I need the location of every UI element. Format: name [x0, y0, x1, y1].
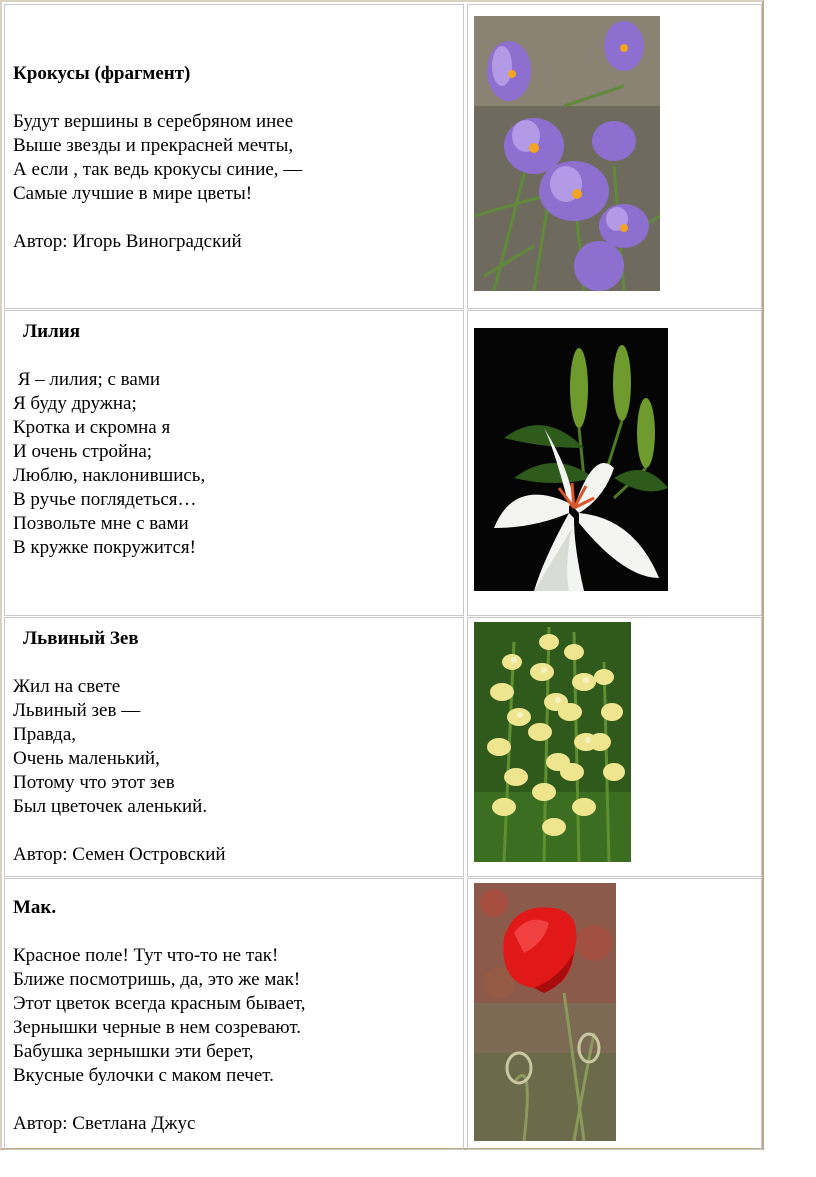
poem-line: Выше звезды и прекрасней мечты,: [13, 135, 294, 156]
lily-photo: [474, 328, 668, 591]
poem-title: Мак.: [13, 897, 57, 918]
poem-title: Львиный Зев: [23, 628, 139, 649]
poem-line: Зернышки черные в нем созревают.: [13, 1017, 301, 1038]
poem-row-snapdragon: [2, 615, 762, 877]
poem-author: Автор: Семен Островский: [13, 844, 226, 865]
poem-image-cell: [467, 310, 762, 616]
poem-line: В кружке покружится!: [13, 537, 196, 558]
poem-line: Красное поле! Тут что-то не так!: [13, 945, 279, 966]
poem-line: В ручье поглядеться…: [13, 489, 197, 510]
poem-title: Лилия: [23, 321, 80, 342]
poem-line: Позвольте мне с вами: [13, 513, 189, 534]
poem-text-cell: [4, 4, 464, 309]
poem-line: Будут вершины в серебряном инее: [13, 111, 294, 132]
crocus-photo: [474, 16, 660, 291]
poem-line: Правда,: [13, 724, 77, 745]
poem-line: Потому что этот зев: [13, 772, 175, 793]
poem-line: А если , так ведь крокусы синие, —: [13, 159, 303, 180]
poem-image-cell: [467, 878, 762, 1150]
poem-line: Львиный зев —: [13, 700, 141, 721]
poppy-photo: [474, 883, 616, 1141]
poem-image-cell: [467, 4, 762, 309]
poem-row-lily: [2, 308, 762, 616]
poem-line: Жил на свете: [13, 676, 121, 697]
poem-text-cell: [4, 617, 464, 877]
poem-line: Люблю, наклонившись,: [13, 465, 206, 486]
poem-row-crocus: [2, 2, 762, 309]
poem-line: И очень стройна;: [13, 441, 153, 462]
poem-line: Вкусные булочки с маком печет.: [13, 1065, 274, 1086]
poem-line: Был цветочек аленький.: [13, 796, 208, 817]
poem-author: Автор: Игорь Виноградский: [13, 231, 242, 252]
poem-line: Этот цветок всегда красным бывает,: [13, 993, 306, 1014]
poem-title: Крокусы (фрагмент): [13, 63, 191, 84]
poem-text-cell: [4, 310, 464, 616]
poem-line: Я буду дружна;: [13, 393, 137, 414]
poem-image-cell: [467, 617, 762, 877]
poem-author: Автор: Светлана Джус: [13, 1113, 196, 1134]
poem-line: Кротка и скромна я: [13, 417, 171, 438]
poem-line: Я – лилия; с вами: [13, 369, 161, 390]
poem-row-poppy: [2, 876, 762, 1152]
poem-line: Самые лучшие в мире цветы!: [13, 183, 253, 204]
poem-line: Очень маленький,: [13, 748, 160, 769]
snapdragon-photo: [474, 622, 631, 862]
poem-line: Бабушка зернышки эти берет,: [13, 1041, 254, 1062]
poem-text-cell: [4, 878, 464, 1150]
poem-line: Ближе посмотришь, да, это же мак!: [13, 969, 301, 990]
